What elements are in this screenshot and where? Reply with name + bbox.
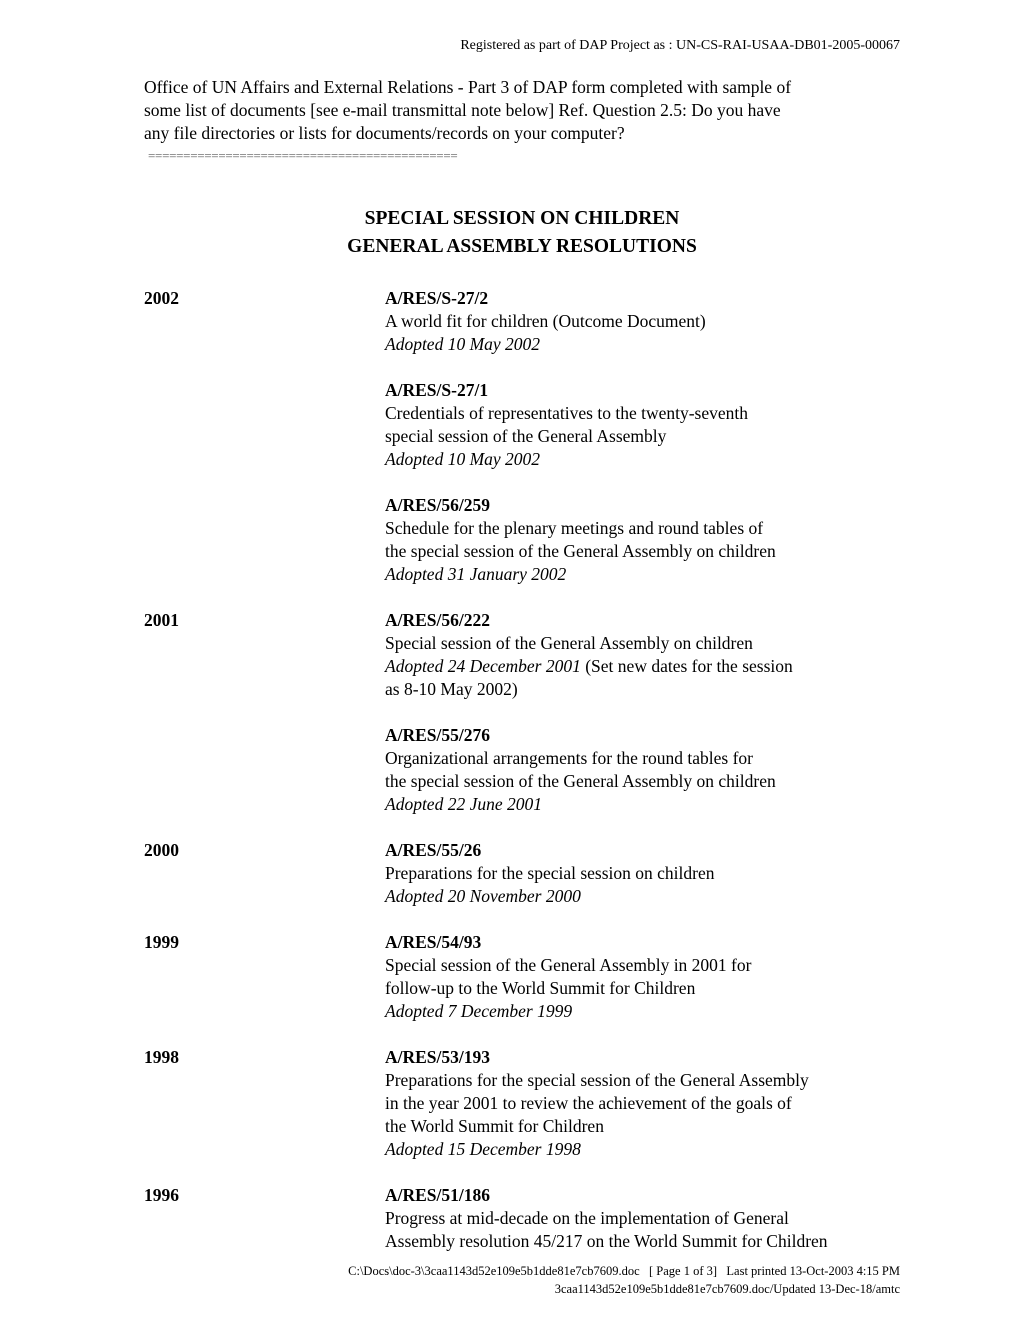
adopted-note-cont: as 8-10 May 2002) [385,679,518,699]
separator-line: ============================================ [148,148,458,163]
resolution-code: A/RES/55/26 [385,840,482,860]
adopted-line [385,655,944,678]
resolution-title-line: Preparations for the special session on children [385,863,715,883]
resolution-code: A/RES/53/193 [385,1047,491,1067]
adopted-line [385,1138,944,1161]
footer-updated: 3caa1143d52e109e5b1dde81e7cb7609.doc/Updated 13-Dec-18/amtc [554,1282,900,1296]
resolution-title-line: the special session of the General Assembly on children [385,771,776,791]
year-label: 1996 [144,1185,179,1205]
adopted-date: Adopted 15 December 1998 [385,1139,581,1159]
resolution-code: A/RES/S-27/1 [385,380,489,400]
adopted-note: (Set new dates for the session [580,656,793,676]
resolution-list [144,287,944,1276]
resolution-entry [144,1046,944,1161]
adopted-line [385,1000,944,1023]
resolution-code: A/RES/51/186 [385,1185,491,1205]
year-label: 2002 [144,288,179,308]
intro-line: Office of UN Affairs and External Relations - Part 3 of DAP form completed with sample of [144,77,792,97]
adopted-line [385,448,944,471]
resolution-title-line: Schedule for the plenary meetings and round tables of [385,518,764,538]
adopted-line [385,885,944,908]
adopted-date: Adopted 24 December 2001 [385,656,581,676]
resolution-entry [144,724,944,816]
title-line-1: SPECIAL SESSION ON CHILDREN [364,208,680,229]
resolution-title-line: Organizational arrangements for the round tables for [385,748,754,768]
resolution-entry [144,931,944,1023]
year-label: 1999 [144,932,179,952]
resolution-title-line: Special session of the General Assembly in 2001 for [385,955,752,975]
registration-header: Registered as part of DAP Project as : UN-CS-RAI-USAA-DB01-2005-00067 [460,38,900,53]
adopted-date: Adopted 20 November 2000 [385,886,581,906]
resolution-entry [144,839,944,908]
resolution-entry [144,609,944,701]
resolution-entry [144,1184,944,1253]
year-label: 1998 [144,1047,179,1067]
resolution-title-line: in the year 2001 to review the achievement of the goals of [385,1093,792,1113]
resolution-title-line: Credentials of representatives to the twenty-seventh [385,403,749,423]
resolution-code: A/RES/55/276 [385,725,491,745]
resolution-title-line: Progress at mid-decade on the implementation of General [385,1208,789,1228]
adopted-date: Adopted 7 December 1999 [385,1001,573,1021]
document-title [0,205,1020,261]
adopted-date: Adopted 22 June 2001 [385,794,542,814]
resolution-title-line: the World Summit for Children [385,1116,604,1136]
resolution-title-line: A world fit for children (Outcome Document) [385,311,706,331]
title-line-2: GENERAL ASSEMBLY RESOLUTIONS [347,236,697,257]
resolution-title-line: special session of the General Assembly [385,426,667,446]
resolution-title-line: Special session of the General Assembly on children [385,633,753,653]
adopted-date: Adopted 10 May 2002 [385,334,541,354]
footer [348,1262,900,1298]
resolution-code: A/RES/56/259 [385,495,491,515]
resolution-title-line: follow-up to the World Summit for Children [385,978,696,998]
year-label: 2000 [144,840,179,860]
adopted-line [385,333,944,356]
adopted-date: Adopted 10 May 2002 [385,449,541,469]
adopted-line [385,793,944,816]
resolution-title-line: the special session of the General Assembly on children [385,541,776,561]
resolution-entry [144,287,944,356]
resolution-title-line: Assembly resolution 45/217 on the World Summit for Children [385,1231,828,1251]
adopted-date: Adopted 31 January 2002 [385,564,567,584]
year-label: 2001 [144,610,179,630]
intro-line: some list of documents [see e-mail transmittal note below] Ref. Question 2.5: Do you have [144,100,781,120]
resolution-entry [144,494,944,586]
footer-path: C:\Docs\doc-3\3caa1143d52e109e5b1dde81e7cb7609.doc [ Page 1 of 3] Last printed 13-Oct-2003 4:15 PM [348,1264,900,1278]
resolution-title-line: Preparations for the special session of the General Assembly [385,1070,809,1090]
resolution-code: A/RES/S-27/2 [385,288,489,308]
intro-line: any file directories or lists for documents/records on your computer? [144,123,625,143]
resolution-entry [144,379,944,471]
adopted-line [385,563,944,586]
resolution-code: A/RES/56/222 [385,610,491,630]
resolution-code: A/RES/54/93 [385,932,482,952]
intro-paragraph [144,76,914,145]
